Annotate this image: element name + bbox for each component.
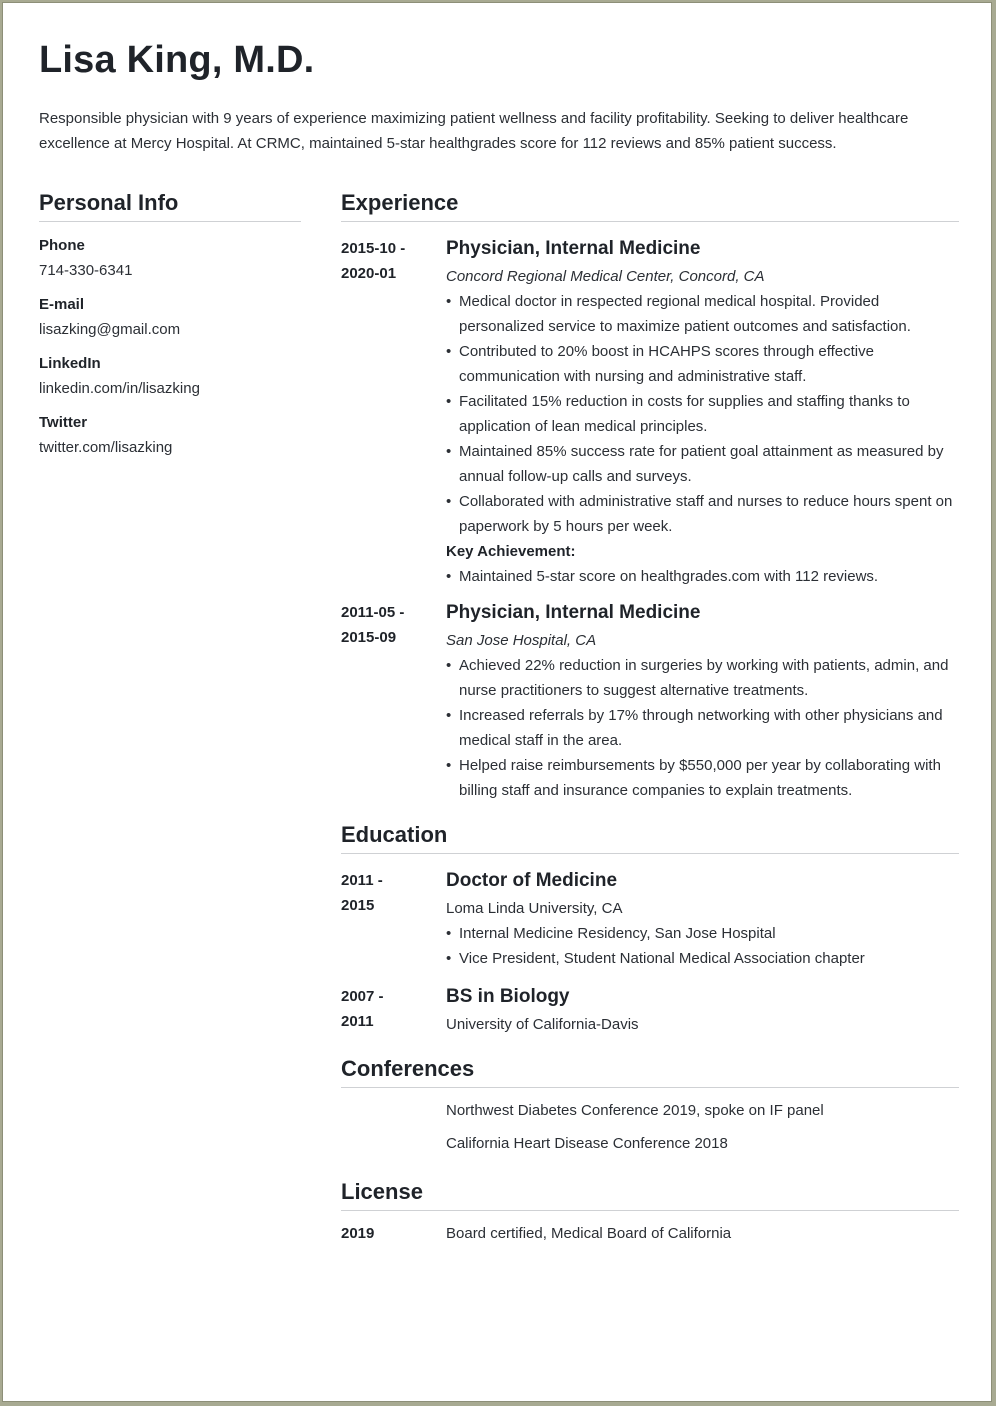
degree-title: Doctor of Medicine <box>446 870 618 891</box>
bullet-item: • Achieved 22% reduction in surgeries by working with patients, admin, and nurse practitioners to suggest alternative treatments. <box>446 653 959 703</box>
bullet-item: • Increased referrals by 17% through networking with other physicians and medical staff in the area. <box>446 703 959 753</box>
license-entry <box>341 1221 959 1246</box>
job-title: Physician, Internal Medicine <box>446 238 701 259</box>
date-end: 2015 <box>341 897 375 914</box>
education-body <box>446 868 959 971</box>
license-heading: License <box>341 1178 959 1211</box>
education-section <box>341 821 959 1037</box>
bullet-item: • Maintained 85% success rate for patient goal attainment as measured by annual follow-up calls and surveys. <box>446 439 959 489</box>
education-date <box>341 984 446 1037</box>
main-column <box>341 189 959 1246</box>
conference-item: California Heart Disease Conference 2018 <box>446 1135 728 1152</box>
twitter-label: Twitter <box>39 414 88 431</box>
key-achievement-bullets <box>446 564 959 589</box>
bullet-item: • Helped raise reimbursements by $550,000 per year by collaborating with billing staff and insurance companies to explain treatments. <box>446 753 959 803</box>
conferences-section <box>341 1055 959 1154</box>
education-entry <box>341 984 959 1037</box>
bullet-item: • Facilitated 15% reduction in costs for supplies and staffing thanks to application of lean medical principles. <box>446 389 959 439</box>
date-start: 2011 - <box>341 872 383 889</box>
bullet-item: • Collaborated with administrative staff and nurses to reduce hours spent on paperwork by 5 hours per week. <box>446 489 959 539</box>
personal-info-heading: Personal Info <box>39 189 301 222</box>
date-start: 2015-10 - <box>341 240 406 257</box>
license-section <box>341 1178 959 1246</box>
school-name: University of California-Davis <box>446 1016 639 1033</box>
date-start: 2011-05 - <box>341 604 405 621</box>
experience-body <box>446 236 959 589</box>
resume-name: Lisa King, M.D. <box>39 39 315 81</box>
experience-date <box>341 600 446 803</box>
phone-label: Phone <box>39 237 85 254</box>
date-end: 2011 <box>341 1013 374 1030</box>
bullet-item: • Medical doctor in respected regional medical hospital. Provided personalized service to maximize patient outcomes and satisfaction. <box>446 289 959 339</box>
date-end: 2015-09 <box>341 629 397 646</box>
linkedin-label: LinkedIn <box>39 355 101 372</box>
conferences-heading: Conferences <box>341 1055 959 1088</box>
education-heading: Education <box>341 821 959 854</box>
experience-heading: Experience <box>341 189 959 222</box>
bullet-item: • Maintained 5-star score on healthgrades.com with 112 reviews. <box>446 564 959 589</box>
education-date <box>341 868 446 971</box>
date-start: 2007 - <box>341 988 384 1005</box>
twitter-value[interactable]: twitter.com/lisazking <box>39 439 173 456</box>
education-bullets <box>446 921 959 971</box>
experience-entry <box>341 600 959 803</box>
bullet-item: • Internal Medicine Residency, San Jose Hospital <box>446 921 959 946</box>
linkedin-value[interactable]: linkedin.com/in/lisazking <box>39 380 200 397</box>
job-bullets <box>446 653 959 803</box>
resume-page <box>2 2 992 1402</box>
license-text: Board certified, Medical Board of California <box>446 1225 732 1242</box>
experience-section <box>341 189 959 803</box>
license-year: 2019 <box>341 1225 375 1242</box>
job-organization: San Jose Hospital, CA <box>446 632 597 649</box>
school-name: Loma Linda University, CA <box>446 900 623 917</box>
email-label: E-mail <box>39 296 85 313</box>
education-body <box>446 984 959 1037</box>
job-organization: Concord Regional Medical Center, Concord, CA <box>446 268 765 285</box>
personal-info-section <box>39 189 301 458</box>
bullet-item: • Vice President, Student National Medical Association chapter <box>446 946 959 971</box>
email-value[interactable]: lisazking@gmail.com <box>39 321 181 338</box>
experience-entry <box>341 236 959 589</box>
key-achievement-label: Key Achievement: <box>446 543 576 560</box>
date-end: 2020-01 <box>341 265 397 282</box>
job-title: Physician, Internal Medicine <box>446 602 701 623</box>
experience-body <box>446 600 959 803</box>
experience-date <box>341 236 446 589</box>
summary: Responsible physician with 9 years of experience maximizing patient wellness and facility profitability. Seeking to deliver healthcare excellence at Mercy Hospital. At CRMC, maintained 5-star healthgrades score for 112 reviews and 85% patient success. <box>39 110 909 152</box>
bullet-item: • Contributed to 20% boost in HCAHPS scores through effective communication with nursing and administrative staff. <box>446 339 959 389</box>
conference-item: Northwest Diabetes Conference 2019, spoke on IF panel <box>446 1102 824 1119</box>
education-entry <box>341 868 959 971</box>
job-bullets <box>446 289 959 539</box>
phone-value: 714-330-6341 <box>39 262 133 279</box>
degree-title: BS in Biology <box>446 986 570 1007</box>
